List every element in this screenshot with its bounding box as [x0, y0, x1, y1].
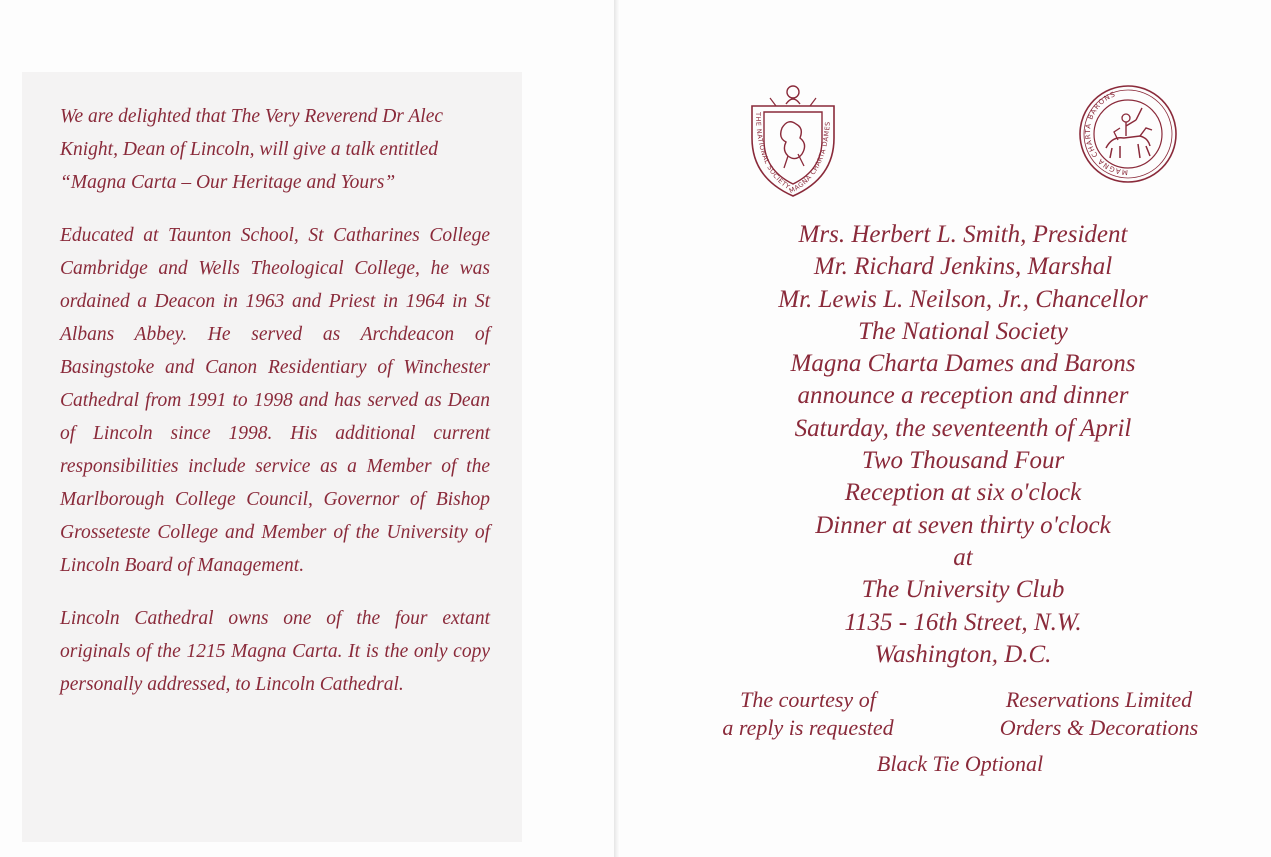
date-line: Saturday, the seventeenth of April — [794, 414, 1132, 442]
society-shield-seal-icon — [748, 82, 838, 198]
president-line: Mrs. Herbert L. Smith, President — [798, 221, 1128, 248]
announce-line: announce a reception and dinner — [797, 382, 1129, 410]
at-line: at — [953, 543, 973, 571]
city-line: Washington, D.C. — [874, 640, 1052, 668]
right-seal-text: MAGNA CHARTA BARONS — [1084, 90, 1129, 177]
invitation-announcement — [680, 219, 1246, 671]
marshal-line: Mr. Richard Jenkins, Marshal — [813, 253, 1113, 281]
biography-paragraph: Educated at Taunton School, St Catharines College Cambridge and Wells Theological College, he was ordained a Deacon in 1963 and Priest in 1964 in St Albans Abbey. He served as Archdeacon of Basingstoke and Canon Residentiary of Winchester Cathedral from 1991 to 1998 and has served as Dean of Lincoln since 1998. His additional current responsibilities include service as a Member of the Marlborough College Council, Governor of Bishop Grosseteste College and Member of the University of Lincoln Board of Management. — [60, 225, 490, 576]
reception-time-line: Reception at six o'clock — [844, 479, 1082, 507]
cathedral-paragraph: Lincoln Cathedral owns one of the four extant originals of the 1215 Magna Carta. It is the only copy personally addressed, to Lincoln Cathedral. — [60, 608, 490, 695]
left-seal-text: THE NATIONAL SOCIETY MAGNA CHARTA DAMES — [753, 112, 832, 196]
reply-line-1: The courtesy of — [740, 687, 876, 712]
reservations-line: Reservations Limited — [1005, 687, 1193, 712]
chancellor-line: Mr. Lewis L. Neilson, Jr., Chancellor — [778, 285, 1148, 313]
reservation-notes — [986, 686, 1212, 742]
society-line: The National Society — [858, 317, 1068, 345]
speaker-description — [60, 100, 490, 721]
svg-text:THE NATIONAL SOCIETY MAGNA CHA — [754, 111, 832, 195]
reply-line-2: a reply is requested — [722, 715, 894, 740]
round-horseman-seal-icon — [1078, 82, 1178, 186]
street-line: 1135 - 16th Street, N.W. — [844, 608, 1082, 636]
dinner-time-line: Dinner at seven thirty o'clock — [815, 511, 1111, 539]
decorations-line: Orders & Decorations — [999, 715, 1199, 740]
society-name-line: Magna Charta Dames and Barons — [790, 350, 1136, 378]
dress-code: Black Tie Optional — [876, 751, 1044, 776]
year-line: Two Thousand Four — [861, 447, 1065, 475]
reply-request — [708, 686, 908, 742]
venue-line: The University Club — [861, 576, 1065, 604]
intro-paragraph: We are delighted that The Very Reverend Dr Alec Knight, Dean of Lincoln, will give a talk entitled “Magna Carta – Our Heritage and Yours” — [60, 106, 444, 193]
